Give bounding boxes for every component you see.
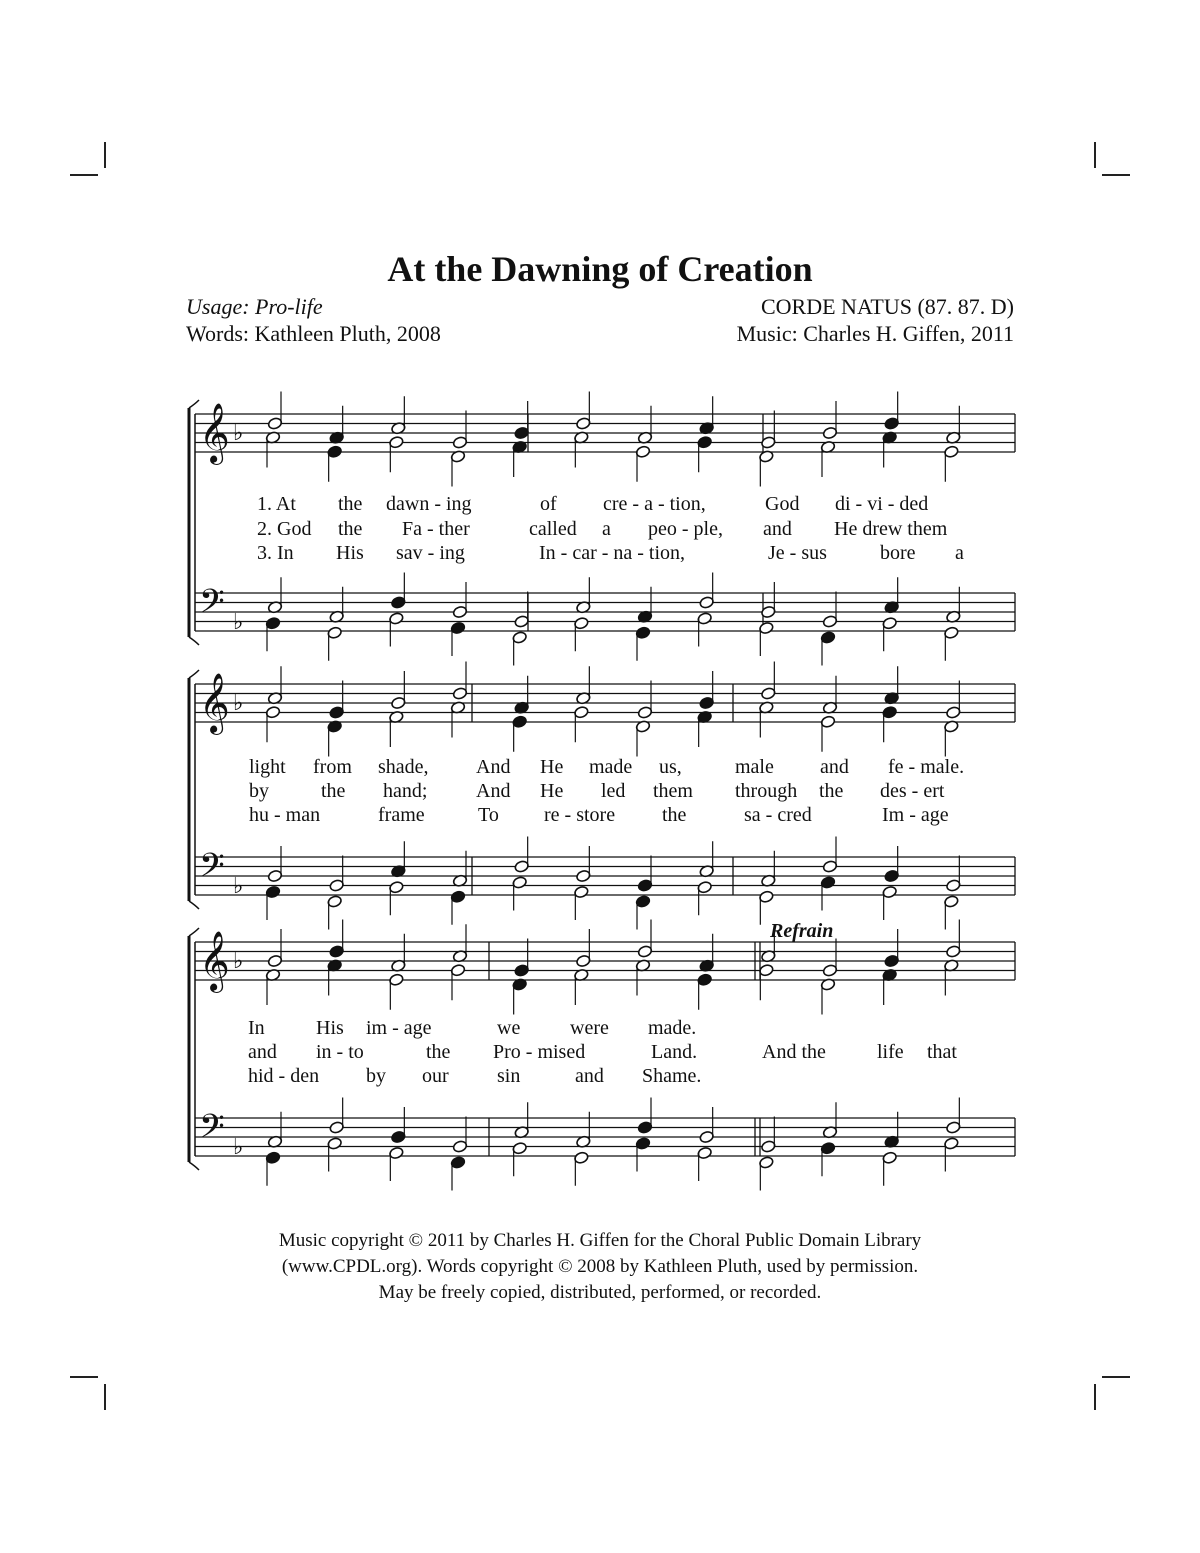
lyric: Land.	[651, 1041, 698, 1063]
lyric: hid - den	[248, 1065, 320, 1087]
bass-clef-icon: 𝄢	[199, 1108, 225, 1154]
lyric: And the	[762, 1041, 826, 1063]
bracket-hook	[189, 1162, 199, 1170]
lyric: Shame.	[642, 1065, 702, 1087]
flat-key-signature-icon: ♭	[233, 610, 244, 635]
lyric: and	[820, 756, 849, 778]
lyric: cre - a - tion,	[603, 493, 706, 515]
lyric: hand;	[383, 780, 428, 802]
lyric: the	[662, 804, 687, 826]
lyric: 1. At	[257, 493, 296, 515]
lyric: were	[570, 1017, 609, 1039]
hymn-title: At the Dawning of Creation	[387, 249, 813, 289]
lyric: the	[426, 1041, 451, 1063]
lyric: frame	[378, 804, 425, 826]
lyric: And	[476, 780, 511, 802]
bracket-hook	[189, 400, 199, 408]
lyric: the	[338, 493, 363, 515]
lyric: Je - sus	[768, 542, 827, 564]
lyric: He drew them	[834, 518, 948, 540]
lyric: fe - male.	[888, 756, 965, 778]
lyric: a	[602, 518, 611, 540]
lyric: us,	[659, 756, 682, 778]
lyric: He	[540, 780, 564, 802]
flat-key-signature-icon: ♭	[233, 874, 244, 899]
tune-name: CORDE NATUS (87. 87. D)	[761, 294, 1014, 319]
lyric: di - vi - ded	[835, 493, 929, 515]
flat-key-signature-icon: ♭	[233, 421, 244, 446]
lyric: In	[248, 1017, 265, 1039]
bracket-hook	[189, 670, 199, 678]
flat-key-signature-icon: ♭	[233, 691, 244, 716]
lyric: a	[955, 542, 964, 564]
lyric: our	[422, 1065, 449, 1087]
lyric: 3. In	[257, 542, 294, 564]
flat-key-signature-icon: ♭	[233, 1135, 244, 1160]
lyric: from	[313, 756, 352, 778]
lyric: and	[248, 1041, 277, 1063]
music-credit: Music: Charles H. Giffen, 2011	[736, 321, 1014, 346]
lyric: des - ert	[880, 780, 945, 802]
lyric: His	[316, 1017, 344, 1039]
lyric: through	[735, 780, 798, 802]
usage-label: Usage: Pro-life	[186, 294, 323, 319]
treble-clef-icon: 𝄞	[199, 403, 230, 463]
lyric: and	[575, 1065, 604, 1087]
lyric: in - to	[316, 1041, 364, 1063]
refrain-label: Refrain	[770, 920, 834, 942]
lyric: And	[476, 756, 511, 778]
lyric: the	[338, 518, 363, 540]
lyric: shade,	[378, 756, 429, 778]
lyric: the	[819, 780, 844, 802]
lyric: im - age	[366, 1017, 432, 1039]
lyric: He	[540, 756, 564, 778]
lyric: led	[601, 780, 626, 802]
lyric: of	[540, 493, 557, 515]
lyric: life	[877, 1041, 904, 1063]
copyright-line: May be freely copied, distributed, performed, or recorded.	[378, 1282, 822, 1303]
lyric: them	[653, 780, 693, 802]
flat-key-signature-icon: ♭	[233, 949, 244, 974]
treble-clef-icon: 𝄞	[199, 931, 230, 991]
bracket-hook	[189, 928, 199, 936]
words-credit: Words: Kathleen Pluth, 2008	[186, 321, 441, 346]
lyric: sa - cred	[744, 804, 812, 826]
lyric: the	[321, 780, 346, 802]
lyric: Pro - mised	[493, 1041, 586, 1063]
lyric: re - store	[544, 804, 616, 826]
lyric: we	[497, 1017, 521, 1039]
lyric: Im - age	[882, 804, 949, 826]
lyric: male	[735, 756, 774, 778]
lyric: God	[765, 493, 800, 515]
lyric: Fa - ther	[402, 518, 470, 540]
bass-clef-icon: 𝄢	[199, 847, 225, 893]
bracket-hook	[189, 637, 199, 645]
lyric: by	[366, 1065, 386, 1087]
lyric: To	[478, 804, 499, 826]
lyric: light	[249, 756, 286, 778]
copyright-line: (www.CPDL.org). Words copyright © 2008 by Kathleen Pluth, used by permission.	[281, 1256, 919, 1277]
lyric: bore	[880, 542, 916, 564]
lyric: and	[763, 518, 792, 540]
copyright-notice	[0, 1228, 1200, 1306]
bracket-hook	[189, 901, 199, 909]
lyric: sav - ing	[396, 542, 465, 564]
treble-clef-icon: 𝄞	[199, 673, 230, 733]
lyric: hu - man	[249, 804, 321, 826]
lyric: dawn - ing	[386, 493, 472, 515]
lyric: His	[336, 542, 364, 564]
lyric: sin	[497, 1065, 521, 1087]
lyric: 2. God	[257, 518, 312, 540]
lyric: made.	[648, 1017, 697, 1039]
lyric: that	[927, 1041, 957, 1063]
lyric: called	[529, 518, 577, 540]
lyric: peo - ple,	[648, 518, 723, 540]
bass-clef-icon: 𝄢	[199, 583, 225, 629]
lyric: by	[249, 780, 269, 802]
lyric: In - car - na - tion,	[539, 542, 686, 564]
copyright-line: Music copyright © 2011 by Charles H. Giffen for the Choral Public Domain Library	[278, 1230, 922, 1251]
lyric: made	[589, 756, 633, 778]
